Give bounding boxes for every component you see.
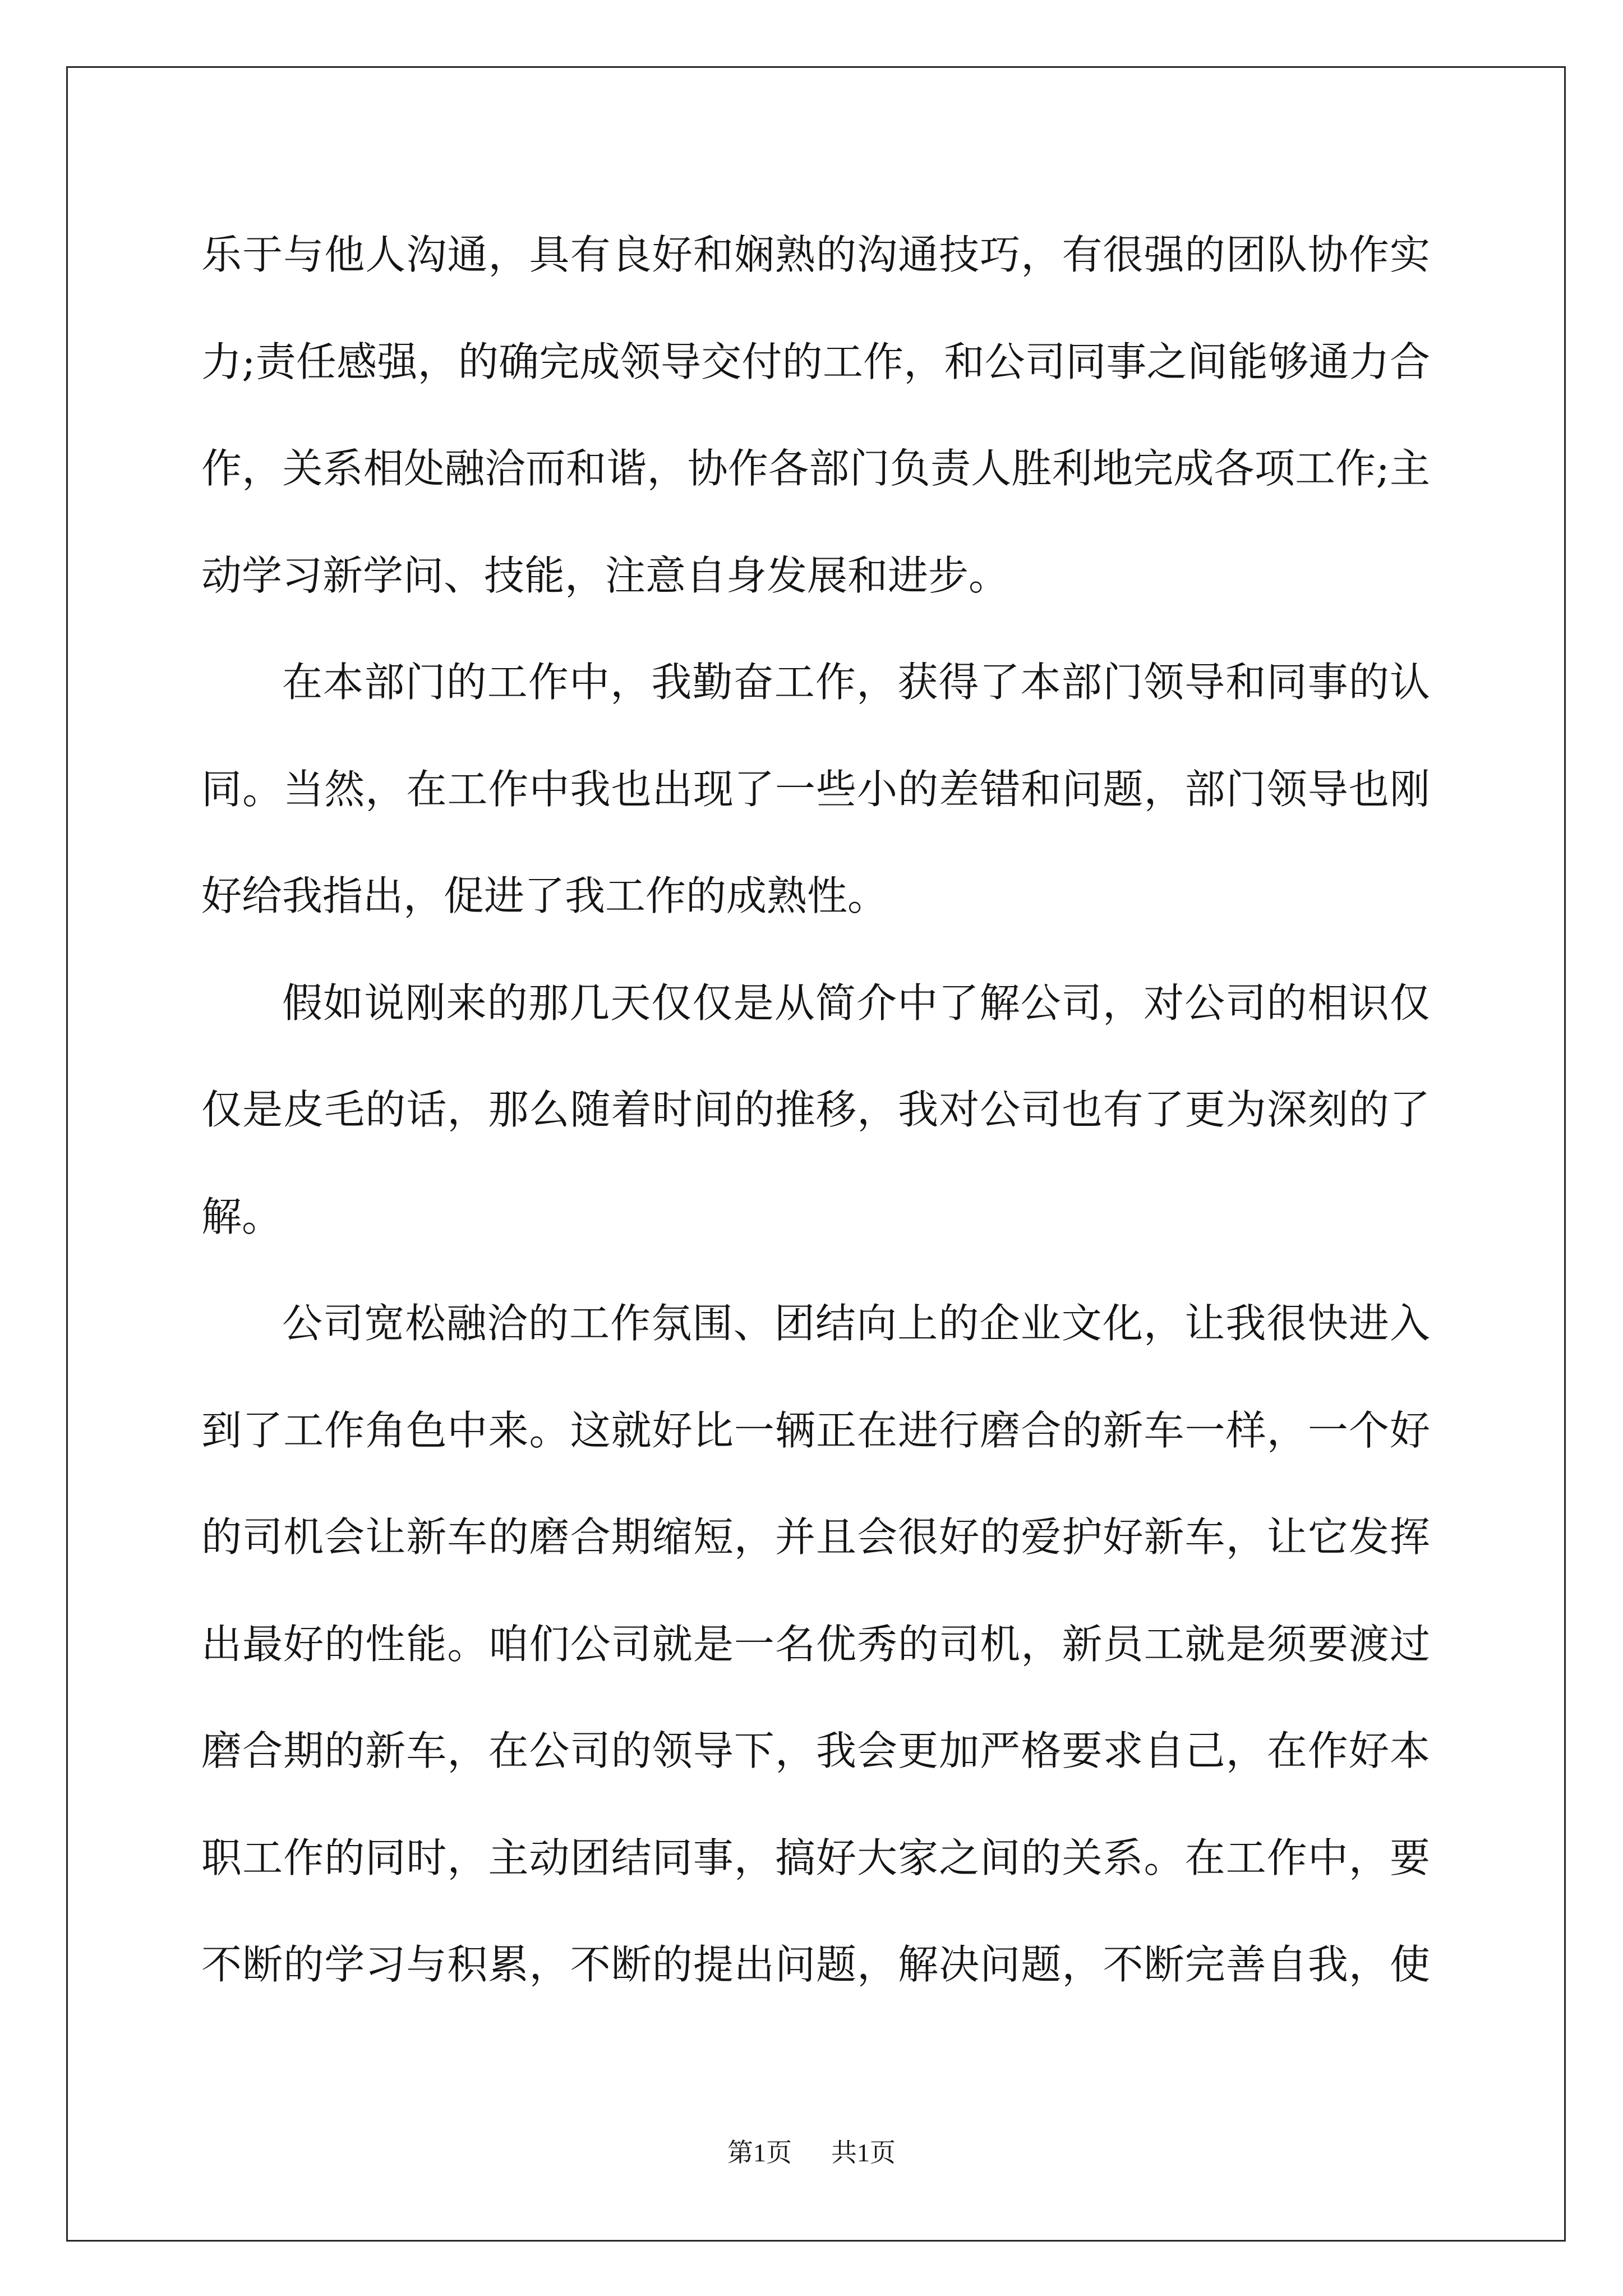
paragraph-3 — [201, 950, 1430, 1271]
text-line: 出最好的性能。咱们公司就是一名优秀的司机，新员工就是须要渡过 — [201, 1620, 1430, 1668]
page-number: 第1页 — [727, 2138, 792, 2167]
text-line: 的司机会让新车的磨合期缩短，并且会很好的爱护好新车，让它发挥 — [201, 1513, 1430, 1561]
text-line: 磨合期的新车，在公司的领导下，我会更加严格要求自己，在作好本 — [201, 1727, 1430, 1774]
text-line: 到了工作角色中来。这就好比一辆正在进行磨合的新车一样，一个好 — [201, 1406, 1430, 1454]
text-line: 在本部门的工作中，我勤奋工作，获得了本部门领导和同事的认 — [282, 659, 1430, 706]
text-line: 不断的学习与积累，不断的提出问题，解决问题，不断完善自我，使 — [201, 1941, 1430, 1988]
text-line: 好给我指出，促进了我工作的成熟性。 — [201, 872, 888, 919]
text-line: 作，关系相处融洽而和谐，协作各部门负责人胜利地完成各项工作;主 — [201, 445, 1430, 492]
page-footer — [0, 2138, 1623, 2168]
document-body — [201, 201, 1430, 2018]
text-line: 力;责任感强，的确完成领导交付的工作，和公司同事之间能够通力合 — [201, 338, 1430, 385]
text-line: 同。当然，在工作中我也出现了一些小的差错和问题，部门领导也刚 — [201, 765, 1430, 813]
text-line: 乐于与他人沟通，具有良好和娴熟的沟通技巧，有很强的团队协作实 — [201, 231, 1430, 278]
paragraph-1 — [201, 201, 1430, 629]
text-line: 职工作的同时，主动团结同事，搞好大家之间的关系。在工作中，要 — [201, 1834, 1430, 1881]
paragraph-4 — [201, 1270, 1430, 2018]
text-line: 解。 — [201, 1193, 283, 1240]
page-total: 共1页 — [831, 2138, 896, 2167]
text-line: 动学习新学问、技能，注意自身发展和进步。 — [201, 551, 1009, 599]
text-line: 仅是皮毛的话，那么随着时间的推移，我对公司也有了更为深刻的了 — [201, 1086, 1430, 1133]
text-line: 假如说刚来的那几天仅仅是从简介中了解公司，对公司的相识仅 — [282, 979, 1430, 1027]
text-line: 公司宽松融洽的工作氛围、团结向上的企业文化，让我很快进入 — [282, 1300, 1430, 1347]
paragraph-2 — [201, 629, 1430, 950]
